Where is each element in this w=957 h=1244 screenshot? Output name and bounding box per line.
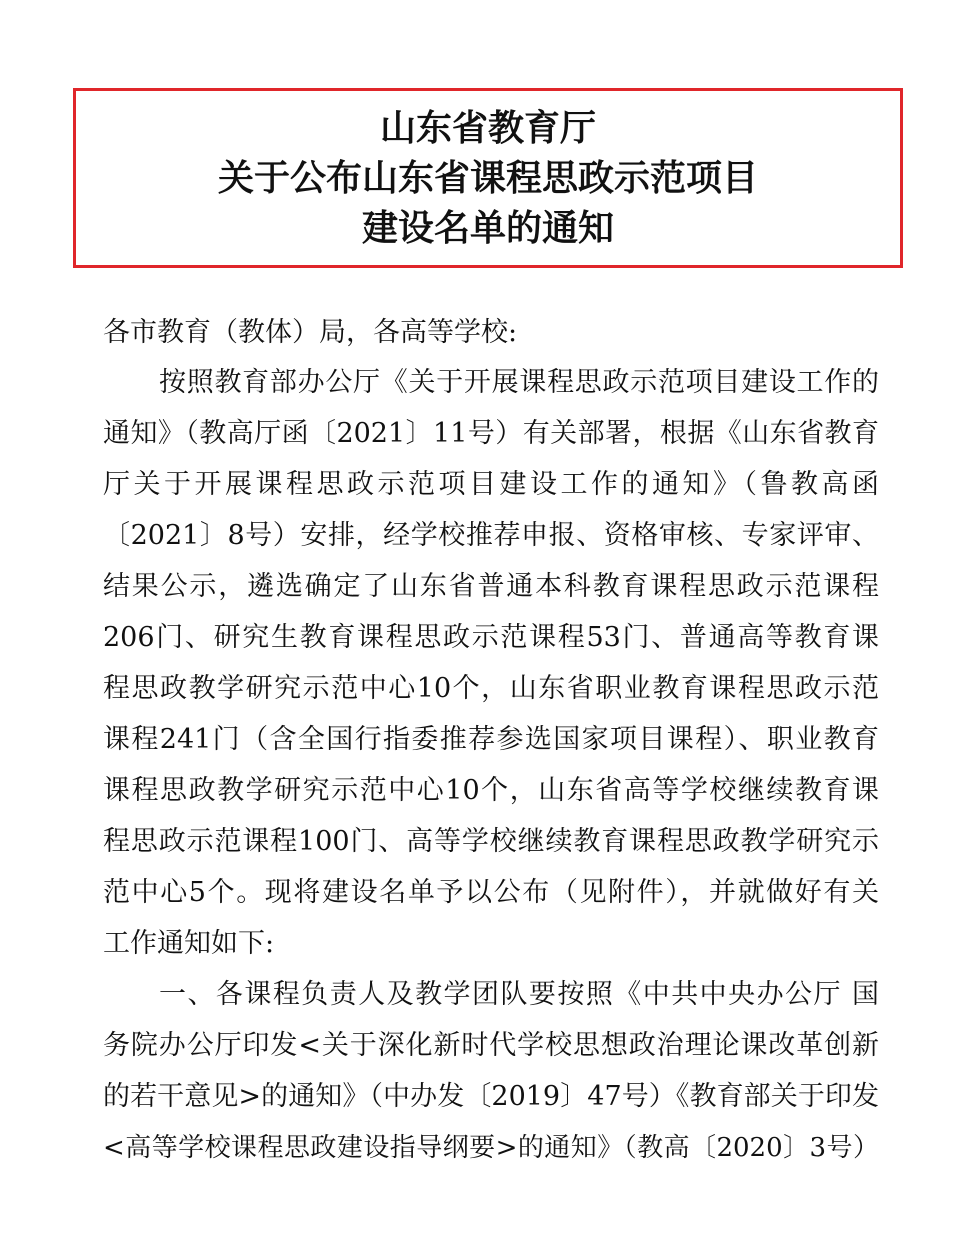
paragraph-1-line: 课程241门（含全国行指委推荐参选国家项目课程）、职业教育 xyxy=(103,724,879,755)
document-title-line-2: 关于公布山东省课程思政示范项目 xyxy=(217,158,758,199)
paragraph-1-line: 工作通知如下: xyxy=(103,928,275,959)
document-title-line-3: 建设名单的通知 xyxy=(361,208,614,249)
paragraph-1-line: 结果公示，遴选确定了山东省普通本科教育课程思政示范课程 xyxy=(103,571,879,602)
paragraph-1-line: 按照教育部办公厅《关于开展课程思政示范项目建设工作的 xyxy=(159,367,879,398)
paragraph-2-line: 一、各课程负责人及教学团队要按照《中共中央办公厅 国 xyxy=(159,979,879,1010)
salutation: 各市教育（教体）局，各高等学校: xyxy=(103,317,518,348)
paragraph-2-line: 务院办公厅印发<关于深化新时代学校思想政治理论课改革创新 xyxy=(103,1030,879,1061)
paragraph-2-line: <高等学校课程思政建设指导纲要>的通知》（教高〔2020〕3号） xyxy=(103,1133,879,1163)
paragraph-1-line: 206门、研究生教育课程思政示范课程53门、普通高等教育课 xyxy=(103,622,879,653)
paragraph-1-line: 厅关于开展课程思政示范项目建设工作的通知》（鲁教高函 xyxy=(103,469,879,500)
paragraph-1-line: 程思政教学研究示范中心10个，山东省职业教育课程思政示范 xyxy=(103,673,879,704)
paragraph-1-line: 通知》（教高厅函〔2021〕11号）有关部署，根据《山东省教育 xyxy=(103,418,879,449)
title-box xyxy=(73,88,903,268)
paragraph-1-line: 课程思政教学研究示范中心10个，山东省高等学校继续教育课 xyxy=(103,775,879,806)
paragraph-1-line: 程思政示范课程100门、高等学校继续教育课程思政教学研究示 xyxy=(103,826,879,857)
paragraph-1-line: 〔2021〕8号）安排，经学校推荐申报、资格审核、专家评审、 xyxy=(103,520,879,551)
paragraph-1-line: 范中心5个。现将建设名单予以公布（见附件），并就做好有关 xyxy=(103,877,879,908)
document-title-line-1: 山东省教育厅 xyxy=(379,108,596,149)
paragraph-2-line: 的若干意见>的通知》（中办发〔2019〕47号）《教育部关于印发 xyxy=(103,1081,879,1112)
